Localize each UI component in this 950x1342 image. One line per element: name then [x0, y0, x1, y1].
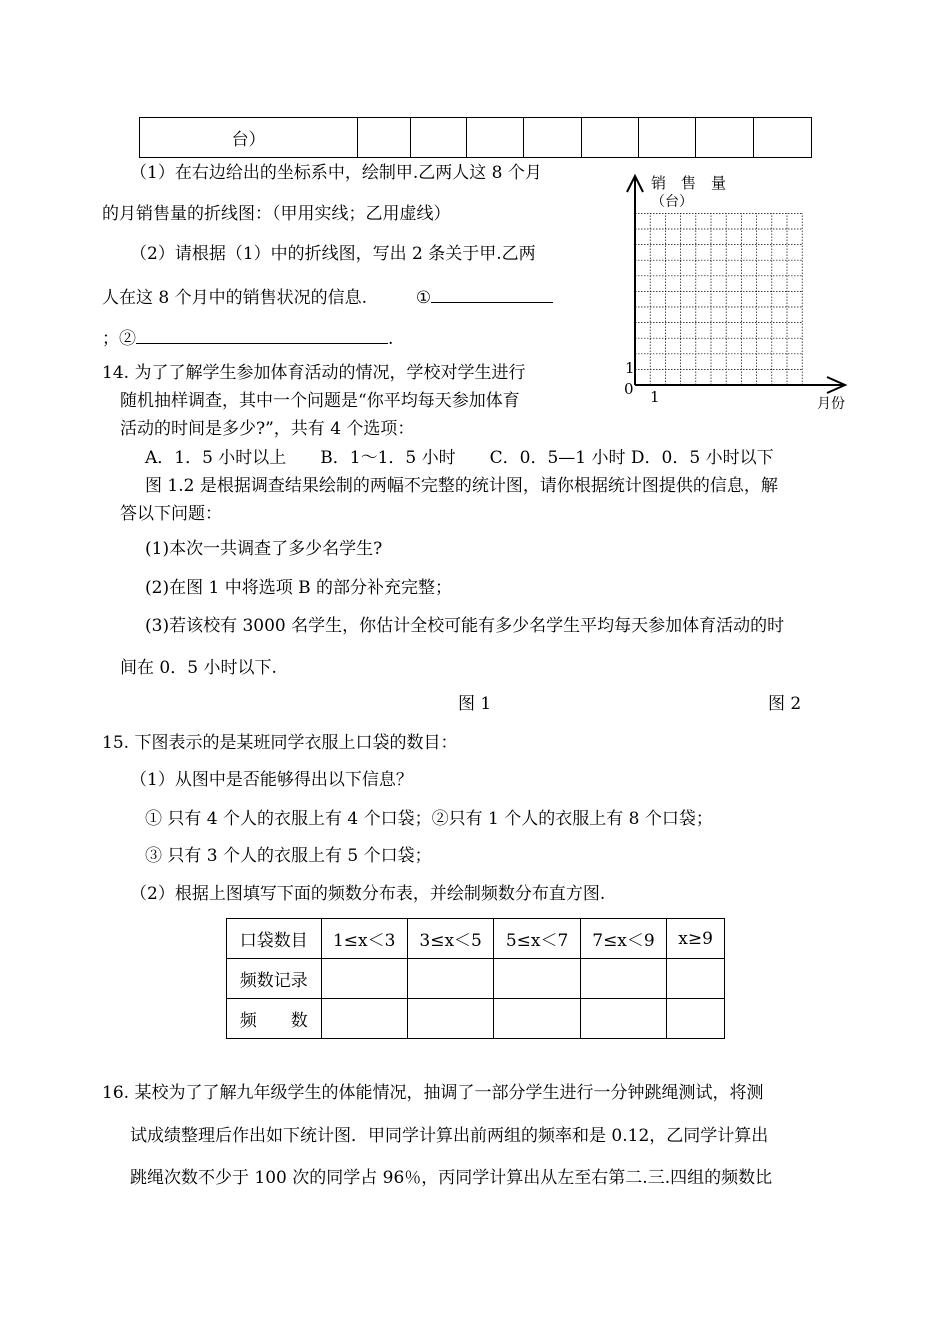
- q13-answer-line2: [102, 331, 393, 348]
- top-table-cell: [410, 118, 466, 158]
- table-header-cell: 1≤x＜3: [321, 919, 407, 959]
- q15-part1: （1）从图中是否能够得出以下信息？: [130, 770, 413, 790]
- figure-1-caption: 图 1: [458, 694, 492, 714]
- table-row-label: 频 数: [227, 999, 322, 1039]
- q14-line3: 活动的时间是多少?”，共有 4 个选项：: [120, 419, 415, 439]
- top-table-cell: [524, 118, 582, 158]
- q14-question-3-line2: 间在 0．5 小时以下.: [120, 658, 277, 678]
- q15-info-2: ③ 只有 3 个人的衣服上有 5 个口袋；: [145, 846, 432, 866]
- chart-grid: [635, 213, 802, 385]
- top-table-cell: [754, 118, 812, 158]
- q16-line1: 16. 某校为了了解九年级学生的体能情况，抽调了一部分学生进行一分钟跳绳测试，将测: [102, 1083, 764, 1103]
- q14-line1: 14. 为了了解学生参加体育活动的情况，学校对学生进行: [102, 363, 526, 383]
- table-row-label: 频数记录: [227, 959, 322, 999]
- table-cell[interactable]: [580, 999, 666, 1039]
- top-table-label-cell: 台）: [140, 118, 358, 158]
- table-cell[interactable]: [667, 999, 725, 1039]
- answer-mark-1: ①: [415, 288, 432, 308]
- q14-question-1: (1)本次一共调查了多少名学生?: [145, 539, 383, 559]
- answer-blank-1[interactable]: [431, 302, 553, 303]
- q14-question-2: (2)在图 1 中将选项 B 的部分补充完整；: [145, 578, 453, 598]
- q14-options: A．1．5 小时以上 B．1～1．5 小时 C．0．5—1 小时 D．0．5 小时以下: [145, 448, 774, 468]
- answer-period: .: [388, 329, 394, 349]
- q13-part1-line2: 的月销售量的折线图：（甲用实线；乙用虚线）: [102, 204, 451, 224]
- q13-part2-line1: （2）请根据（1）中的折线图，写出 2 条关于甲.乙两: [130, 244, 536, 264]
- q15-part2: （2）根据上图填写下面的频数分布表，并绘制频数分布直方图.: [130, 884, 606, 904]
- q16-line2: 试成绩整理后作出如下统计图．甲同学计算出前两组的频率和是 0.12，乙同学计算出: [130, 1126, 769, 1146]
- x-tick-label: 1: [650, 388, 660, 406]
- table-cell[interactable]: [580, 959, 666, 999]
- q15-title: 15. 下图表示的是某班同学衣服上口袋的数目：: [102, 733, 458, 753]
- top-sales-table: [139, 117, 812, 158]
- table-header-cell: x≥9: [667, 919, 725, 959]
- origin-label: 0: [624, 380, 634, 398]
- table-header-cell: 5≤x＜7: [494, 919, 580, 959]
- table-cell[interactable]: [407, 959, 493, 999]
- x-axis-label: 月份: [817, 396, 845, 412]
- top-table-cell: [696, 118, 754, 158]
- q14-line2: 随机抽样调查，其中一个问题是“你平均每天参加体育: [120, 391, 520, 411]
- q13-part1-line1: （1）在右边给出的坐标系中，绘制甲.乙两人这 8 个月: [130, 163, 542, 183]
- y-tick-label: 1: [625, 359, 635, 377]
- table-header-cell: 3≤x＜5: [407, 919, 493, 959]
- answer-blank-2[interactable]: [136, 343, 388, 344]
- frequency-table: [226, 918, 725, 1039]
- answer-mark-2: ；②: [102, 329, 136, 349]
- sales-grid-chart: [615, 170, 855, 415]
- top-table-cell: [358, 118, 411, 158]
- q14-intro-line1: 图 1.2 是根据调查结果绘制的两幅不完整的统计图，请你根据统计图提供的信息，解: [145, 476, 778, 496]
- q14-intro-line2: 答以下问题：: [120, 504, 222, 524]
- table-cell[interactable]: [321, 959, 407, 999]
- q15-info-1: ① 只有 4 个人的衣服上有 4 个口袋；②只有 1 个人的衣服上有 8 个口袋；: [145, 809, 713, 829]
- q14-question-3-line1: (3)若该校有 3000 名学生，你估计全校可能有多少名学生平均每天参加体育活动的时: [145, 616, 785, 636]
- table-cell[interactable]: [494, 959, 580, 999]
- figure-2-caption: 图 2: [768, 694, 802, 714]
- q13-part2-line2: [102, 290, 553, 307]
- table-cell[interactable]: [407, 999, 493, 1039]
- table-cell[interactable]: [494, 999, 580, 1039]
- top-table-cell: [466, 118, 524, 158]
- table-header-cell: 7≤x＜9: [580, 919, 666, 959]
- q13-part2-text: 人在这 8 个月中的销售状况的信息.: [102, 288, 368, 308]
- q16-line3: 跳绳次数不少于 100 次的同学占 96％，丙同学计算出从左至右第二.三.四组的频数比: [130, 1168, 773, 1188]
- table-header-cell: 口袋数目: [227, 919, 322, 959]
- table-cell[interactable]: [321, 999, 407, 1039]
- top-table-cell: [638, 118, 696, 158]
- y-axis-unit: （台）: [651, 194, 693, 210]
- top-table-cell: [582, 118, 639, 158]
- table-cell[interactable]: [667, 959, 725, 999]
- y-axis-label: 销 售 量: [651, 174, 727, 192]
